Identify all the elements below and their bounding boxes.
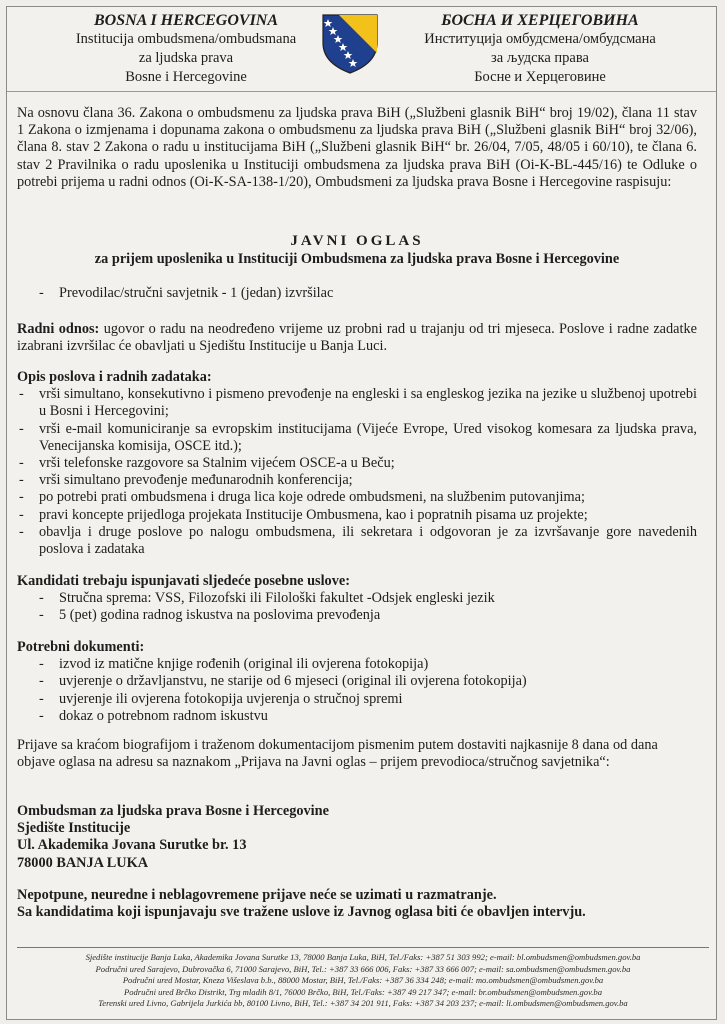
opis-section xyxy=(17,369,697,558)
address-block xyxy=(17,803,697,872)
opis-item: - pravi koncepte prijedloga projekata Institucije Ombusmena, kao i popratnih pisama uz projekte; xyxy=(17,507,697,524)
radni-odnos-text: ugovor o radu na neodređeno vrijeme uz probni rad u trajanju od tri mjeseca. Poslove i radne zadatke izabrani izvršilac će obavljati u Sjedištu Institucije u Banja Luci. xyxy=(17,321,697,355)
uslovi-item: - Stručna sprema: VSS, Filozofski ili Filološki fakultet -Odsjek engleski jezik xyxy=(17,590,697,607)
footer-line: Područni ured Mostar, Kneza Višeslava b.b., 88000 Mostar, BiH, Tel./Faks: +387 36 334 248; e-mail: mo.ombudsmen@ombudsmen.gov.ba xyxy=(122,975,604,986)
address-line: Sjedište Institucije xyxy=(17,820,131,837)
radni-odnos-label: Radni odnos: xyxy=(17,321,100,337)
header-cyrillic-line: Босне и Херцеговине xyxy=(474,69,606,85)
header-cyrillic-title: БОСНА И ХЕРЦЕГОВИНА xyxy=(441,12,639,29)
opis-item: - vrši e-mail komuniciranje sa evropskim institucijama (Vijeće Evrope, Ured visokog komesara za ljudska prava, Venecijanska komisija, OSCE itd.); xyxy=(17,421,697,455)
oglas-subtitle: za prijem uposlenika u Instituciji Ombudsmena za ljudska prava Bosne i Hercegovine xyxy=(94,251,620,267)
footer-line: Sjedište institucije Banja Luka, Akademika Jovana Surutke 13, 78000 Banja Luka, BiH, Tel./Faks: +387 51 303 992; e-mail: bl.ombudsmen@ombudsmen.gov.ba xyxy=(85,952,641,962)
closing-line: Sa kandidatima koji ispunjavaju sve tražene uslove iz Javnog oglasa biti će obavljen intervju. xyxy=(17,904,586,921)
opis-item: - vrši simultano prevođenje međunarodnih konferencija; xyxy=(17,472,697,489)
address-line: Ombudsman za ljudska prava Bosne i Hercegovine xyxy=(17,803,329,819)
header-latin-title: BOSNA I HERCEGOVINA xyxy=(93,12,279,29)
radni-odnos-paragraph xyxy=(17,321,697,355)
address-line: 78000 BANJA LUKA xyxy=(17,854,149,871)
header-latin xyxy=(51,11,321,87)
closing-block xyxy=(17,887,697,921)
opis-item: - obavlja i druge poslove po nalogu ombudsmena, ili sekretara i odgovoran je za izvršavanje gore navedenih poslova i zadataka xyxy=(17,524,697,558)
closing-line: Nepotpune, neuredne i neblagovremene prijave neće se uzimati u razmatranje. xyxy=(17,887,497,903)
header-cyrillic-line: Институција омбудсмена/омбудсмана xyxy=(424,31,656,47)
footer-line: Područni ured Brčko Distrikt, Trg mladih 8/1, 76000 Brčko, BiH, Tel./Faks: +387 49 217 347; e-mail: br.ombudsmen@ombudsmen.gov.ba xyxy=(123,986,603,997)
header-cyrillic-line: за људска права xyxy=(491,50,589,66)
uslovi-item: - 5 (pet) godina radnog iskustva na poslovima prevođenja xyxy=(17,607,697,624)
footer-contacts xyxy=(17,947,709,1010)
position-line xyxy=(17,285,697,302)
dokumenti-title: Potrebni dokumenti: xyxy=(17,639,145,655)
dokumenti-item: - izvod iz matične knjige rođenih (original ili ovjerena fotokopija) xyxy=(17,656,697,673)
uslovi-section xyxy=(17,573,697,625)
uslovi-title: Kandidati trebaju ispunjavati sljedeće posebne uslove: xyxy=(17,573,350,589)
header-latin-line: Bosne i Hercegovine xyxy=(125,69,247,85)
header-latin-line: za ljudska prava xyxy=(138,50,234,66)
intro-paragraph: Na osnovu člana 36. Zakona o ombudsmenu za ljudska prava BiH („Službeni glasnik BiH“ broj 19/02), člana 11 stav 1 Zakona o izmjenama i dopunama zakona o ombudsmenu za ljudska prava BiH („Službeni glasnik BiH“ broj 32/06), člana 8. stav 2 Zakona o radu u institucijama BiH („Službeni glasnik BiH“ br. 26/04, 7/05, 48/05 i 60/10), te člana 6. stav 2 Pravilnika o radu uposlenika u Instituciji ombudsmena za ljudska prava BiH (Oi-K-BL-445/16) te Odluke o potrebi prijema u radni odnos (Oi-K-SA-138-1/20), Ombudsmeni za ljudska prava Bosne i Hercegovine raspisuju: xyxy=(17,105,697,190)
oglas-title: JAVNI OGLAS xyxy=(290,233,424,249)
footer-line: Terenski ured Livno, Gabrijela Jurkića bb, 80100 Livno, BiH, Tel.: +387 34 201 911, Faks: +387 34 203 237; e-mail: li.ombudsmen@ombudsmen.gov.ba xyxy=(98,998,628,1009)
opis-item: - vrši simultano, konsekutivno i pismeno prevođenje na engleski i sa engleskog jezika na jezike u službenoj upotrebi u Bosni i Hercegovini; xyxy=(17,386,697,420)
dokumenti-section xyxy=(17,639,697,725)
dokumenti-item: - uvjerenje o državljanstvu, ne starije od 6 mjeseci (original ili ovjerena fotokopija) xyxy=(17,673,697,690)
opis-title: Opis poslova i radnih zadataka: xyxy=(17,369,212,385)
prijave-paragraph: Prijave sa kraćom biografijom i traženom dokumentacijom pismenim putem dostaviti najkasnije 8 dana od dana objave oglasa na adresu sa naznakom „Prijava na Javni oglas – prijem prevodioca/stručnog savjetnika“: xyxy=(17,737,658,771)
header-divider xyxy=(7,91,716,92)
address-line: Ul. Akademika Jovana Surutke br. 13 xyxy=(17,837,247,854)
dokumenti-item: - dokaz o potrebnom radnom iskustvu xyxy=(17,708,697,725)
position-item: - Prevodilac/stručni savjetnik - 1 (jedan) izvršilac xyxy=(17,285,697,302)
header-latin-line: Institucija ombudsmena/ombudsmana xyxy=(75,31,297,47)
coat-of-arms-icon xyxy=(319,13,381,75)
dokumenti-item: - uvjerenje ili ovjerena fotokopija uvjerenja o stručnoj spremi xyxy=(17,691,697,708)
footer-line: Područni ured Sarajevo, Dubrovačka 6, 71000 Sarajevo, BiH, Tel.: +387 33 666 006, Faks: +387 33 666 007; e-mail: sa.ombudsmen@ombudsmen.gov.ba xyxy=(95,963,631,974)
opis-item: - po potrebi prati ombudsmena i druga lica koje odrede ombudsmeni, na službenim putovanjima; xyxy=(17,489,697,506)
opis-item: - vrši telefonske razgovore sa Stalnim vijećem OSCE-a u Beču; xyxy=(17,455,697,472)
header-cyrillic xyxy=(395,11,685,87)
document-page xyxy=(6,6,717,1020)
